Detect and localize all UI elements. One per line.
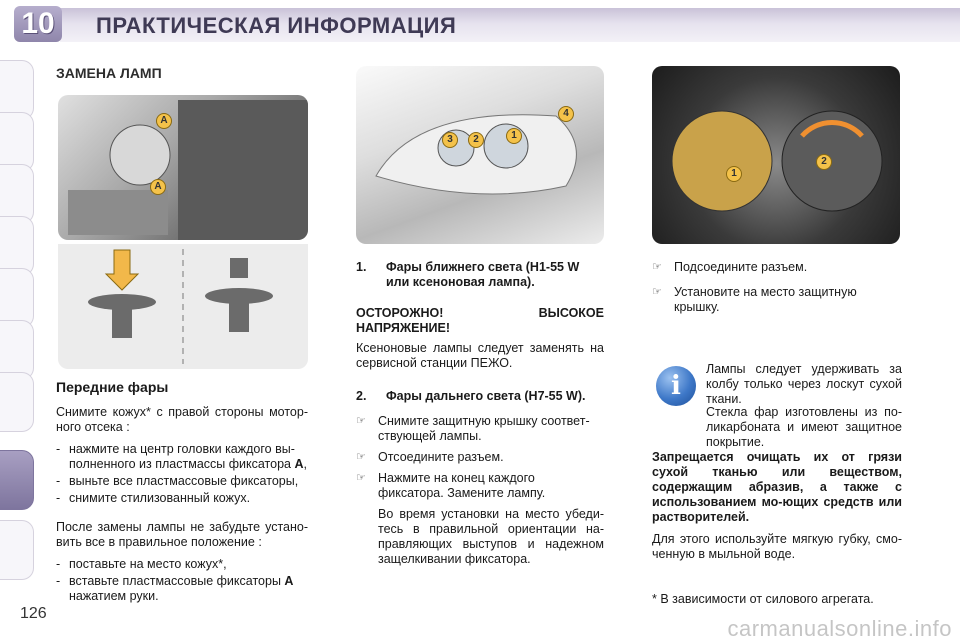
step-text: Установите на место защитную крышку.: [674, 285, 857, 314]
low-beam-heading: [356, 260, 604, 290]
marker-3: 3: [442, 132, 458, 148]
list-item-bold: A: [284, 574, 294, 588]
chapter-tab[interactable]: [0, 164, 34, 224]
engine-bay-drawing: [58, 95, 308, 240]
engine-bay-photo: [58, 95, 308, 240]
low-beam-socket-shape: [672, 111, 772, 211]
info-icon: i: [656, 366, 696, 406]
footnote: * В зависимости от силового агрегата.: [652, 592, 874, 606]
step-text: Подсоедините разъем.: [674, 260, 808, 274]
info-warning-text: Запрещается очищать их от грязи сухой тканью или веществом, содержащим абразив, а также с использованием мо-ющих средств или растворителей.: [652, 450, 902, 524]
info-box-body: [652, 405, 902, 569]
bulb-types-section: [356, 260, 604, 573]
step-text: Отсоедините разъем.: [378, 450, 504, 464]
chapter-title: ПРАКТИЧЕСКАЯ ИНФОРМАЦИЯ: [96, 13, 457, 38]
bulb-replacement-photo: [652, 66, 900, 244]
warning-text: Ксеноновые лампы следует заменять на сервисной станции ПЕЖО.: [356, 341, 604, 370]
engine-cover-shape: [178, 100, 308, 240]
chapter-tab[interactable]: [0, 216, 34, 276]
clip-stem-shape: [112, 304, 132, 338]
body-panel-shape: [68, 190, 168, 235]
list-item-tail: ,: [303, 457, 307, 471]
watermark: carmanualsonline.info: [727, 616, 952, 640]
pointer-icon: ☞: [356, 451, 366, 463]
chapter-tab[interactable]: [0, 372, 34, 432]
section-title: ЗАМЕНА ЛАМП: [56, 65, 162, 81]
item-title: Фары ближнего света (H1-55 W или ксеноновая лампа).: [386, 260, 580, 289]
chapter-tab[interactable]: [0, 320, 34, 380]
marker-1: 1: [726, 166, 742, 182]
section-heading: Передние фары: [56, 379, 169, 395]
page-number: 126: [20, 605, 47, 622]
chapter-tab[interactable]: [0, 60, 34, 120]
marker-4: 4: [558, 106, 574, 122]
list-item-text: вставьте пластмассовые фиксаторы: [69, 574, 285, 588]
list-item-text: выньте все пластмассовые фиксаторы,: [69, 474, 299, 488]
high-beam-heading: [356, 389, 604, 404]
clip-stem-shape: [229, 298, 249, 332]
clip-drawing: [58, 244, 308, 369]
installation-note: [356, 507, 604, 567]
low-beam-shape: [484, 124, 528, 168]
instruction-step: [356, 414, 604, 444]
reassembly-steps: [652, 260, 902, 321]
clip-head-shape: [230, 258, 248, 278]
list-item: [56, 442, 308, 472]
page-header: [0, 0, 960, 50]
warning-title: ОСТОРОЖНО! ВЫСОКОЕ НАПРЯЖЕНИЕ!: [356, 306, 604, 335]
chapter-tab[interactable]: [0, 112, 34, 172]
chapter-tab[interactable]: [0, 520, 34, 580]
list-item-text: снимите стилизованный кожух.: [69, 491, 251, 505]
info-text: Лампы следует удерживать за колбу только через лоскут сухой ткани.: [706, 362, 902, 406]
item-title: Фары дальнего света (H7-55 W).: [386, 389, 586, 403]
intro-text: Снимите кожух* с правой стороны мотор-ного отсека :: [56, 405, 308, 434]
marker-1: 1: [506, 128, 522, 144]
chapter-tab-active[interactable]: [0, 450, 34, 510]
headlamp-lens-shape: [376, 115, 576, 194]
list-item: [56, 574, 308, 604]
list-item-text: нажмите на центр головки каждого вы-полненного из пластмассы фиксатора: [69, 442, 295, 471]
instruction-step: [652, 260, 902, 275]
list-item: [56, 491, 308, 506]
list-item-text: поставьте на место кожух*,: [69, 557, 227, 571]
marker-a: A: [150, 179, 166, 195]
item-number: 1.: [356, 260, 367, 274]
marker-2: 2: [816, 154, 832, 170]
info-text: Стекла фар изготовлены из по-ликарбоната и имеют защитное покрытие.: [706, 405, 902, 449]
headlamp-drawing: [356, 66, 604, 244]
reservoir-cap-shape: [110, 125, 170, 185]
pointer-icon: ☞: [356, 415, 366, 427]
pointer-icon: ☞: [356, 472, 366, 484]
bulb-drawing: [652, 66, 900, 244]
press-arrow-shape: [106, 250, 138, 290]
note-text: Во время установки на место убеди-тесь в правильной ориентации на-правляющих выступов и надежном защелкивании фиксатора.: [378, 507, 604, 566]
pointer-icon: ☞: [652, 286, 662, 298]
high-beam-socket-shape: [782, 111, 882, 211]
list-item: [56, 474, 308, 489]
instruction-step: [652, 285, 902, 315]
info-text: Для этого используйте мягкую губку, смо-ченную в мыльной воде.: [652, 532, 902, 561]
plastic-clip-diagram: [58, 244, 308, 369]
marker-2: 2: [468, 132, 484, 148]
instruction-step: [356, 471, 604, 501]
chapter-tabs: [0, 60, 36, 580]
headlamp-photo: [356, 66, 604, 244]
chapter-tab[interactable]: [0, 268, 34, 328]
item-number: 2.: [356, 389, 367, 403]
list-item-tail: нажатием руки.: [69, 589, 159, 603]
pointer-icon: ☞: [652, 261, 662, 273]
front-headlamps-section: [56, 380, 308, 606]
list-item-bold: A: [294, 457, 304, 471]
chapter-number-badge: 10: [14, 6, 62, 42]
marker-a: A: [156, 113, 172, 129]
list-item: [56, 557, 308, 572]
step-text: Снимите защитную крышку соответ-ствующей лампы.: [378, 414, 590, 443]
after-text: После замены лампы не забудьте устано-вить все в правильное положение :: [56, 520, 308, 549]
step-text: Нажмите на конец каждого фиксатора. Замените лампу.: [378, 471, 546, 500]
instruction-step: [356, 450, 604, 465]
